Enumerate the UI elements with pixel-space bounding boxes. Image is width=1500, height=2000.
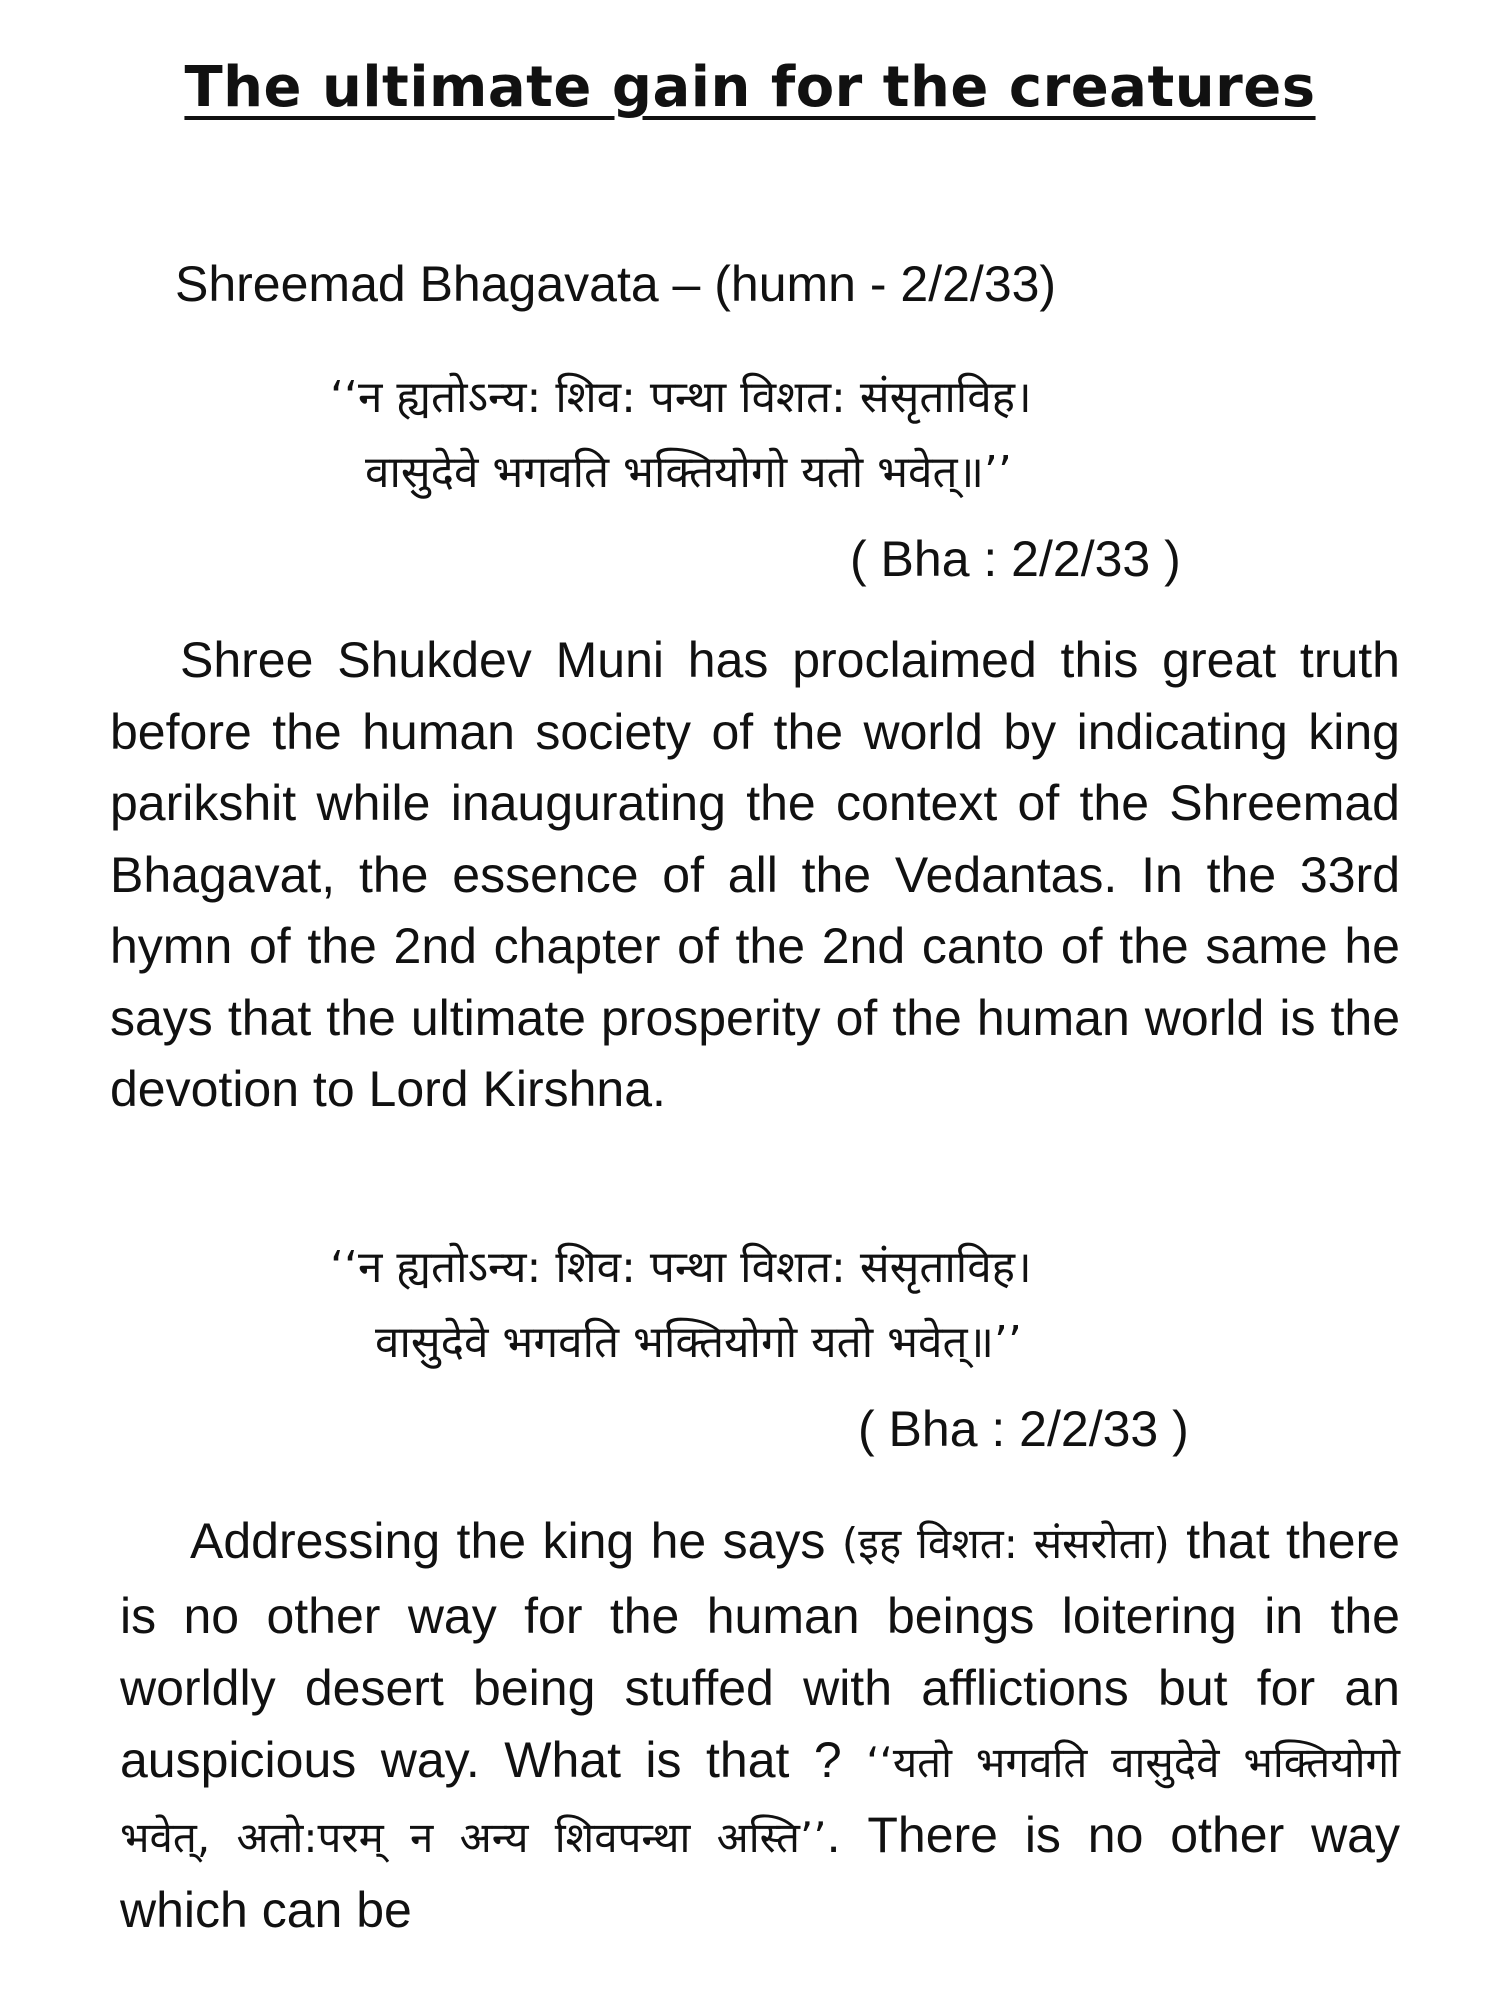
verse-1-line-1: ‘‘न ह्यतोऽन्य: शिव: पन्था विशत: संसृताविह। (330, 372, 1032, 423)
paragraph-1-text: Shree Shukdev Muni has proclaimed this great truth before the human society of the world by indicating king parikshit while inaugurating the context of the Shreemad Bhagavat, the essence of all the Vedantas. In the 33rd hymn of the 2nd chapter of the 2nd canto of the same he says that the ultimate prosperity of the human world is the devotion to Lord Kirshna. (110, 632, 1400, 1117)
paragraph-2-lead: Addressing the king he says (190, 1513, 826, 1569)
verse-1-line-2: वासुदेवे भगवति भक्तियोगो यतो भवेत्॥’’ (365, 447, 1012, 498)
source-reference: Shreemad Bhagavata – (humn - 2/2/33) (175, 256, 1057, 312)
paragraph-2-body: that there is no other way for the human beings loitering in the worldly desert being stuffed with afflictions but for an auspicious way. What is that ? (120, 1513, 1400, 1788)
verse-2-line-2: वासुदेवे भगवति भक्तियोगो यतो भवेत्॥’’ (375, 1317, 1022, 1368)
paragraph-2-tail: . There is no other way which can be (120, 1807, 1400, 1938)
page-title: The ultimate gain for the creatures (184, 55, 1316, 120)
verse-2-line-1: ‘‘न ह्यतोऽन्य: शिव: पन्था विशत: संसृताविह। (330, 1242, 1032, 1293)
paragraph-1 (110, 625, 1400, 1126)
paragraph-2-sanskrit-quote: ‘‘यतो भगवति वासुदेवे भक्तियोगो भवेत्, अतो:परम् न अन्य शिवपन्था अस्ति’’ (120, 1738, 1400, 1862)
verse-2-citation: ( Bha : 2/2/33 ) (858, 1401, 1189, 1457)
paragraph-2-sanskrit-inline: (इह विशत: संसरोता) (841, 1519, 1170, 1568)
verse-1-citation: ( Bha : 2/2/33 ) (850, 531, 1181, 587)
paragraph-2 (120, 1505, 1400, 1946)
